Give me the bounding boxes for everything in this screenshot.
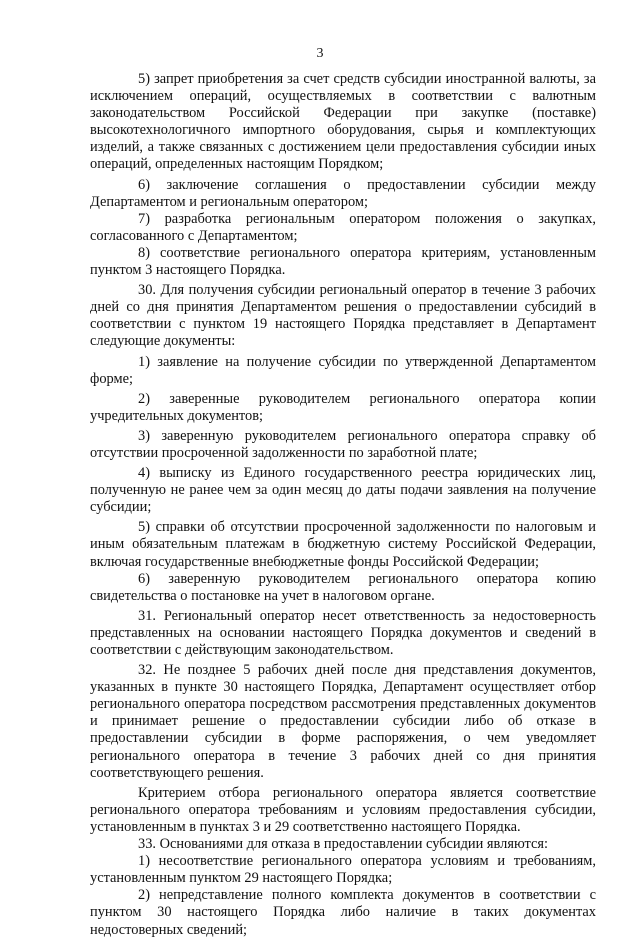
document-body [90, 71, 596, 939]
paragraph-32: 32. Не позднее 5 рабочих дней после дня представления документов, указанных в пункте 30 настоящего Порядка, Департамент осуществляет отбор регионального оператора посредством рассмотрения представленных документов и принимает решение о предоставлении субсидии либо об отказе в предоставлении субсидии в форме распоряжения, о чем уведомляет регионального оператора в течение 3 рабочих дней со дня принятия соответствующего решения. [90, 662, 596, 781]
paragraph-33: 33. Основаниями для отказа в предоставлении субсидии являются: [138, 836, 548, 853]
paragraph-item-5-currency-ban: 5) запрет приобретения за счет средств субсидии иностранной валюты, за исключением операций, осуществляемых в соответствии с валютным законодательством Российской Федерации при закупке (поставке) высокотехнологичного импортного оборудования, сырья и комплектующих изделий, а также связанных с достижением цели предоставления субсидии иных операций, определенных настоящим Порядком; [90, 71, 596, 173]
paragraph-30: 30. Для получения субсидии региональный оператор в течение 3 рабочих дней со дня принятия Департаментом решения о предоставлении субсидий в соответствии с пунктом 19 настоящего Порядка представляет в Департамент следующие документы: [90, 282, 596, 350]
paragraph-30-item-5: 5) справки об отсутствии просроченной задолженности по налоговым и иным обязательным платежам в бюджетную систему Российской Федерации, включая государственные внебюджетные фонды Российской Федерации; [90, 519, 596, 570]
page-number: 3 [316, 46, 324, 61]
paragraph-31: 31. Региональный оператор несет ответственность за недостоверность представленных на основании настоящего Порядка документов и сведений в соответствии с действующим законодательством. [90, 607, 596, 658]
paragraph-30-item-4: 4) выписку из Единого государственного реестра юридических лиц, полученную не ранее чем за один месяц до даты подачи заявления на получение субсидии; [90, 465, 596, 516]
paragraph-32-criterion: Критерием отбора регионального оператора является соответствие регионального оператора требованиям и условиям предоставления субсидии, установленным в пунктах 3 и 29 соответственно настоящего Порядка. [90, 784, 596, 835]
paragraph-item-6-agreement: 6) заключение соглашения о предоставлении субсидии между Департаментом и региональным оператором; [90, 176, 596, 210]
paragraph-30-item-6: 6) заверенную руководителем регионального оператора копию свидетельства о постановке на учет в налоговом органе. [90, 570, 596, 604]
paragraph-30-item-2: 2) заверенные руководителем регионального оператора копии учредительных документов; [90, 390, 596, 424]
paragraph-33-item-1: 1) несоответствие регионального оператора условиям и требованиям, установленным пунктом 29 настоящего Порядка; [90, 853, 596, 887]
paragraph-30-item-1: 1) заявление на получение субсидии по утвержденной Департаментом форме; [90, 353, 596, 387]
paragraph-33-item-2: 2) непредставление полного комплекта документов в соответствии с пунктом 30 настоящего Порядка либо наличие в таких документах недостоверных сведений; [90, 887, 596, 938]
paragraph-item-8-criteria: 8) соответствие регионального оператора критериям, установленным пунктом 3 настоящего Порядка. [90, 244, 596, 279]
paragraph-item-7-procurement: 7) разработка региональным оператором положения о закупках, согласованного с Департаментом; [90, 210, 596, 244]
paragraph-30-item-3: 3) заверенную руководителем регионального оператора справку об отсутствии просроченной задолженности по заработной плате; [90, 427, 596, 461]
